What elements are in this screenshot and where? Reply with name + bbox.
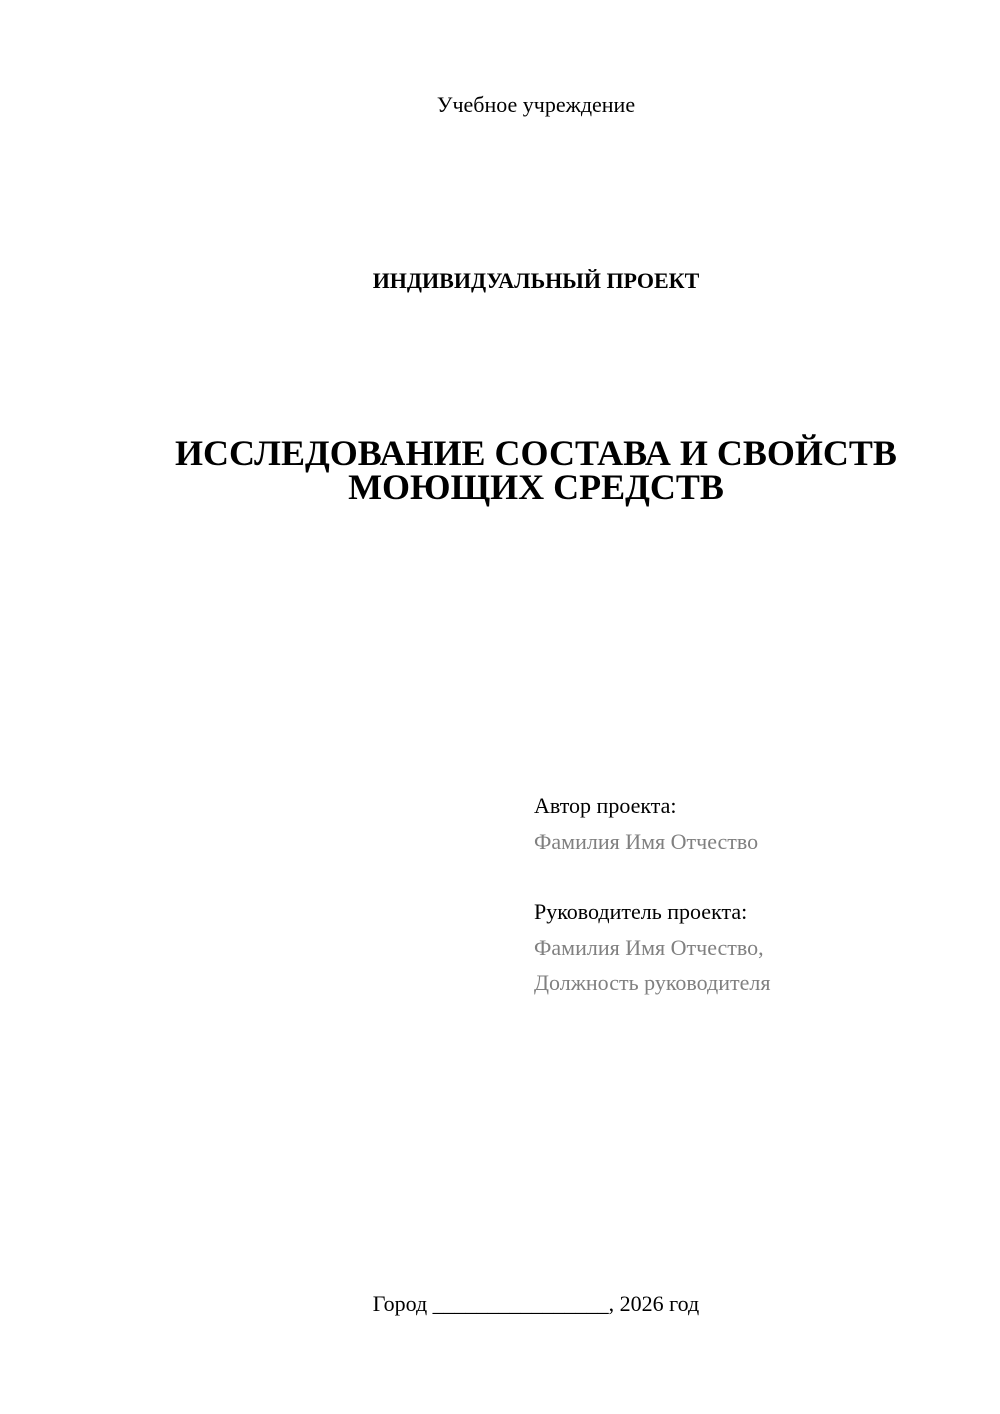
author-name: Фамилия Имя Отчество <box>534 828 759 854</box>
supervisor-name: Фамилия Имя Отчество, <box>534 934 764 960</box>
supervisor-label: Руководитель проекта: <box>534 899 748 924</box>
project-type: ИНДИВИДУАЛЬНЫЙ ПРОЕКТ <box>372 268 700 293</box>
city-blank: ________________ <box>432 1291 609 1316</box>
supervisor-position: Должность руководителя <box>534 970 771 995</box>
title-line-2: МОЮЩИХ СРЕДСТВ <box>348 467 724 507</box>
author-label: Автор проекта: <box>534 793 677 818</box>
project-title <box>136 433 936 507</box>
project-info <box>534 788 770 1001</box>
footer-city-year <box>136 1291 936 1317</box>
institution-name: Учебное учреждение <box>436 92 636 117</box>
year: , 2026 год <box>608 1291 700 1316</box>
city-label: Город <box>372 1291 428 1316</box>
title-line-1: ИССЛЕДОВАНИЕ СОСТАВА И СВОЙСТВ <box>175 433 897 473</box>
